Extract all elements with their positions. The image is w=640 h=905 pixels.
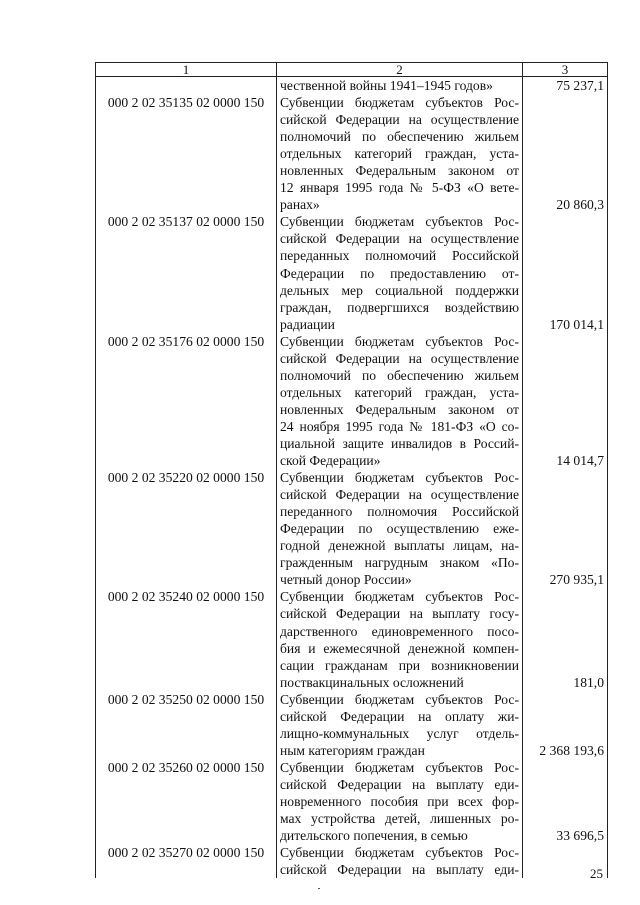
description-cell — [277, 128, 523, 145]
description-cell — [277, 367, 523, 384]
budget-code: 000 2 02 35270 02 0000 150 — [96, 844, 277, 861]
description-cell — [277, 469, 523, 486]
code-cell — [96, 861, 277, 878]
description-line: Субвенции бюджетам субъектов Рос- — [280, 95, 519, 111]
amount-cell — [523, 213, 608, 230]
description-cell — [277, 452, 523, 469]
amount-cell — [523, 640, 608, 657]
description-line: новленных Федеральным законом от — [280, 163, 519, 179]
amount-cell — [523, 162, 608, 179]
table-row — [96, 486, 608, 503]
description-cell — [277, 282, 523, 299]
table-row — [96, 435, 608, 452]
description-line: Субвенции бюджетам субъектов Рос- — [280, 214, 519, 230]
amount-cell — [523, 401, 608, 418]
description-cell — [277, 145, 523, 162]
description-line: четный донор России» — [280, 572, 412, 588]
table-row — [96, 571, 608, 588]
code-cell — [96, 708, 277, 725]
description-cell — [277, 111, 523, 128]
code-cell — [96, 265, 277, 282]
description-line: Субвенции бюджетам субъектов Рос- — [280, 845, 519, 861]
description-line: ным категориям граждан — [280, 742, 425, 758]
budget-code: 000 2 02 35260 02 0000 150 — [96, 759, 277, 776]
amount-cell — [523, 435, 608, 452]
amount-cell — [523, 265, 608, 282]
description-line: Субвенции бюджетам субъектов Рос- — [280, 333, 519, 349]
table-body — [96, 77, 608, 879]
description-line: полномочий по обеспечению жильем — [280, 129, 519, 145]
description-cell — [277, 605, 523, 622]
amount-cell — [523, 179, 608, 196]
description-line: ской Федерации» — [280, 453, 381, 469]
description-line: чественной войны 1941–1945 годов» — [280, 78, 493, 93]
table-row — [96, 77, 608, 95]
budget-code: 000 2 02 35240 02 0000 150 — [96, 588, 277, 605]
table-row — [96, 333, 608, 350]
code-cell — [96, 77, 277, 95]
description-cell — [277, 486, 523, 503]
description-cell — [277, 162, 523, 179]
description-cell — [277, 94, 523, 111]
code-cell — [96, 725, 277, 742]
table-row — [96, 247, 608, 264]
description-line: радиации — [280, 316, 335, 332]
description-line: Федерации по осуществлению еже- — [280, 521, 519, 537]
amount-cell — [523, 844, 608, 861]
table-row — [96, 554, 608, 571]
description-line: сийской Федерации на осуществление — [280, 112, 519, 128]
table-row — [96, 179, 608, 196]
description-line: 12 января 1995 года № 5-ФЗ «О вете- — [280, 180, 519, 196]
description-line: поствакцинальных осложнений — [280, 674, 464, 690]
description-cell — [277, 674, 523, 691]
table-row — [96, 367, 608, 384]
description-cell — [277, 571, 523, 588]
description-line: ранах» — [280, 197, 320, 213]
description-cell — [277, 776, 523, 793]
amount-cell — [523, 367, 608, 384]
table-row — [96, 384, 608, 401]
amount-cell — [523, 725, 608, 742]
description-line: сийской Федерации на оплату жи- — [280, 708, 519, 724]
description-line: Федерации по предоставлению от- — [280, 265, 519, 281]
description-line: переданных полномочий Российской — [280, 248, 519, 264]
description-line: новленных Федеральным законом от — [280, 401, 519, 417]
description-cell — [277, 265, 523, 282]
code-cell — [96, 299, 277, 316]
description-line: мах устройства детей, лишенных ро- — [280, 811, 519, 827]
description-line: 24 ноября 1995 года № 181-ФЗ «О со- — [280, 418, 519, 434]
description-cell — [277, 520, 523, 537]
amount-cell — [523, 793, 608, 810]
table-row — [96, 401, 608, 418]
table-row — [96, 844, 608, 861]
description-cell — [277, 657, 523, 674]
amount-cell — [523, 623, 608, 640]
description-line: сийской Федерации на выплату еди- — [280, 862, 519, 878]
code-cell — [96, 401, 277, 418]
amount-cell — [523, 94, 608, 111]
table-row — [96, 623, 608, 640]
table-row — [96, 861, 608, 878]
table-row — [96, 299, 608, 316]
code-cell — [96, 810, 277, 827]
budget-code: 000 2 02 35135 02 0000 150 — [96, 94, 277, 111]
amount-cell — [523, 350, 608, 367]
code-cell — [96, 111, 277, 128]
table-row — [96, 810, 608, 827]
amount-value: 33 696,5 — [523, 827, 608, 844]
amount-value: 181,0 — [523, 674, 608, 691]
description-cell — [277, 350, 523, 367]
amount-cell — [523, 486, 608, 503]
table-row — [96, 725, 608, 742]
description-cell — [277, 742, 523, 759]
description-line: Субвенции бюджетам субъектов Рос- — [280, 470, 519, 486]
table-row — [96, 316, 608, 333]
description-cell — [277, 179, 523, 196]
description-line: Субвенции бюджетам субъектов Рос- — [280, 589, 519, 605]
description-cell — [277, 401, 523, 418]
description-line: годной денежной выплаты лицам, на- — [280, 538, 519, 554]
table-row — [96, 691, 608, 708]
code-cell — [96, 196, 277, 213]
amount-cell — [523, 111, 608, 128]
description-cell — [277, 725, 523, 742]
budget-code: 000 2 02 35250 02 0000 150 — [96, 691, 277, 708]
description-line: циальной защите инвалидов в Россий- — [280, 435, 519, 451]
table-row — [96, 520, 608, 537]
amount-value: 170 014,1 — [523, 316, 608, 333]
code-cell — [96, 247, 277, 264]
code-cell — [96, 554, 277, 571]
table-row — [96, 145, 608, 162]
description-cell — [277, 418, 523, 435]
table-row — [96, 94, 608, 111]
amount-cell — [523, 469, 608, 486]
description-line: сийской Федерации на осуществление — [280, 487, 519, 503]
table-row — [96, 588, 608, 605]
code-cell — [96, 640, 277, 657]
amount-cell — [523, 810, 608, 827]
description-cell — [277, 844, 523, 861]
header-col-2: 2 — [277, 63, 523, 77]
description-cell — [277, 708, 523, 725]
code-cell — [96, 145, 277, 162]
scan-speck — [318, 888, 320, 889]
table-row — [96, 350, 608, 367]
description-cell — [277, 623, 523, 640]
table-row — [96, 657, 608, 674]
description-line: лищно-коммунальных услуг отдель- — [280, 725, 519, 741]
amount-cell — [523, 418, 608, 435]
code-cell — [96, 128, 277, 145]
description-cell — [277, 554, 523, 571]
description-line: Субвенции бюджетам субъектов Рос- — [280, 691, 519, 707]
table-row — [96, 162, 608, 179]
budget-code: 000 2 02 35176 02 0000 150 — [96, 333, 277, 350]
table-row — [96, 213, 608, 230]
description-cell — [277, 333, 523, 350]
description-cell — [277, 759, 523, 776]
description-cell — [277, 793, 523, 810]
amount-cell — [523, 588, 608, 605]
description-cell — [277, 77, 523, 95]
table-row — [96, 265, 608, 282]
description-cell — [277, 230, 523, 247]
amount-cell — [523, 776, 608, 793]
amount-value: 2 368 193,6 — [523, 742, 608, 759]
description-line: сийской Федерации на выплату еди- — [280, 776, 519, 792]
description-line: отдельных категорий граждан, уста- — [280, 146, 519, 162]
table-row — [96, 503, 608, 520]
description-line: отдельных категорий граждан, уста- — [280, 384, 519, 400]
budget-table — [95, 62, 608, 878]
description-line: сийской Федерации на осуществление — [280, 350, 519, 366]
code-cell — [96, 452, 277, 469]
description-line: дельных мер социальной поддержки — [280, 282, 519, 298]
code-cell — [96, 657, 277, 674]
table-row — [96, 196, 608, 213]
page-number: 25 — [590, 866, 603, 881]
description-cell — [277, 503, 523, 520]
description-cell — [277, 827, 523, 844]
budget-code: 000 2 02 35220 02 0000 150 — [96, 469, 277, 486]
description-line: дительского попечения, в семью — [280, 828, 468, 844]
code-cell — [96, 384, 277, 401]
code-cell — [96, 520, 277, 537]
description-line: сации гражданам при возникновении — [280, 657, 519, 673]
table-row — [96, 793, 608, 810]
code-cell — [96, 179, 277, 196]
code-cell — [96, 776, 277, 793]
description-line: гражденным нагрудным знаком «По- — [280, 555, 519, 571]
code-cell — [96, 162, 277, 179]
table-row — [96, 640, 608, 657]
amount-value: 14 014,7 — [523, 452, 608, 469]
header-col-3: 3 — [523, 63, 608, 77]
code-cell — [96, 367, 277, 384]
amount-cell — [523, 537, 608, 554]
amount-cell — [523, 384, 608, 401]
description-cell — [277, 810, 523, 827]
description-line: Субвенции бюджетам субъектов Рос- — [280, 759, 519, 775]
code-cell — [96, 793, 277, 810]
description-line: полномочий по обеспечению жильем — [280, 367, 519, 383]
description-cell — [277, 299, 523, 316]
description-cell — [277, 384, 523, 401]
code-cell — [96, 605, 277, 622]
amount-cell — [523, 247, 608, 264]
amount-cell — [523, 657, 608, 674]
description-line: сийской Федерации на выплату госу- — [280, 606, 519, 622]
budget-code: 000 2 02 35137 02 0000 150 — [96, 213, 277, 230]
amount-cell — [523, 282, 608, 299]
code-cell — [96, 418, 277, 435]
code-cell — [96, 537, 277, 554]
code-cell — [96, 282, 277, 299]
description-line: переданного полномочия Российской — [280, 504, 519, 520]
table-row — [96, 230, 608, 247]
code-cell — [96, 827, 277, 844]
description-line: дарственного единовременного посо- — [280, 623, 519, 639]
description-cell — [277, 213, 523, 230]
description-line: бия и ежемесячной денежной компен- — [280, 640, 519, 656]
amount-cell — [523, 759, 608, 776]
table-row — [96, 537, 608, 554]
amount-value: 20 860,3 — [523, 196, 608, 213]
code-cell — [96, 571, 277, 588]
table-row — [96, 776, 608, 793]
description-cell — [277, 435, 523, 452]
description-cell — [277, 196, 523, 213]
amount-value: 75 237,1 — [523, 77, 608, 95]
amount-cell — [523, 503, 608, 520]
code-cell — [96, 435, 277, 452]
code-cell — [96, 503, 277, 520]
header-row — [96, 63, 608, 77]
amount-cell — [523, 605, 608, 622]
amount-value: 270 935,1 — [523, 571, 608, 588]
table-row — [96, 452, 608, 469]
table-row — [96, 605, 608, 622]
amount-cell — [523, 333, 608, 350]
table-row — [96, 827, 608, 844]
code-cell — [96, 230, 277, 247]
table-row — [96, 759, 608, 776]
table-row — [96, 128, 608, 145]
table-row — [96, 282, 608, 299]
header-col-1: 1 — [96, 63, 277, 77]
code-cell — [96, 350, 277, 367]
table-row — [96, 111, 608, 128]
code-cell — [96, 742, 277, 759]
description-cell — [277, 588, 523, 605]
description-cell — [277, 247, 523, 264]
description-cell — [277, 640, 523, 657]
amount-cell — [523, 145, 608, 162]
description-line: граждан, подвергшихся воздействию — [280, 299, 519, 315]
description-cell — [277, 691, 523, 708]
code-cell — [96, 674, 277, 691]
amount-cell — [523, 128, 608, 145]
amount-cell — [523, 708, 608, 725]
amount-cell — [523, 691, 608, 708]
amount-cell — [523, 230, 608, 247]
description-cell — [277, 861, 523, 878]
code-cell — [96, 486, 277, 503]
description-cell — [277, 537, 523, 554]
table-row — [96, 418, 608, 435]
description-cell — [277, 316, 523, 333]
code-cell — [96, 623, 277, 640]
description-line: сийской Федерации на осуществление — [280, 231, 519, 247]
amount-cell — [523, 299, 608, 316]
table-row — [96, 742, 608, 759]
table-row — [96, 674, 608, 691]
description-line: новременного пособия при всех фор- — [280, 793, 519, 809]
table-row — [96, 469, 608, 486]
code-cell — [96, 316, 277, 333]
table-row — [96, 708, 608, 725]
amount-cell — [523, 520, 608, 537]
amount-cell — [523, 554, 608, 571]
